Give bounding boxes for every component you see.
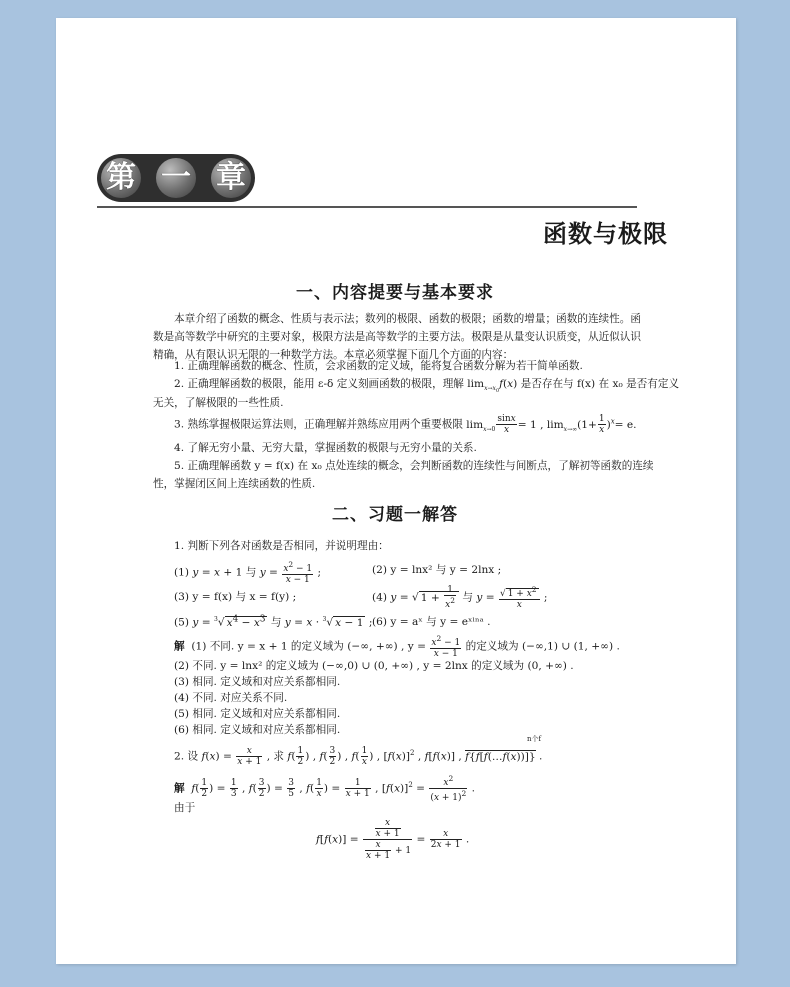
q1-item-3: (3) y = f(x) 与 x = f(y) ;	[174, 591, 297, 603]
n-f-annotation: n个f	[527, 735, 542, 743]
requirement-5-cont: 性，掌握闭区间上连续函数的性质.	[153, 478, 316, 490]
limit-expression: $\lim_{x\to x_0}f(x)$	[467, 378, 518, 395]
q1-solution-label: 解	[174, 640, 185, 653]
requirement-1: 1. 正确理解函数的概念、性质，会求函数的定义域，能将复合函数分解为若干简单函数.	[174, 360, 583, 372]
requirement-4: 4. 了解无穷小量、无穷大量，掌握函数的极限与无穷小量的关系.	[174, 442, 477, 454]
question-2-prompt: 2. 设 f(x) = $\frac{x}{x + 1}$ , 求 f( $\frac{1}{2}$ ) , f( $\frac{3}{2}$ ) , f( $\frac{1}{x}$ ) , $[f(x)]^2$ , f[f(x)] , f{f[f(…f(x))]} .	[174, 746, 543, 767]
chapter-badge-char-2: 一	[156, 158, 196, 198]
q1-solution-1-text: (1) 不同. y = x + 1 的定义域为 (−∞, +∞) , y =	[191, 640, 426, 653]
requirement-5: 5. 正确理解函数 y = f(x) 在 x₀ 点处连续的概念，会判断函数的连续性与间断点，了解初等函数的连续	[174, 460, 654, 472]
q2-solution: 解 f( $\frac{1}{2}$ ) = $\frac{1}{3}$ , f( $\frac{3}{2}$ ) = $\frac{3}{5}$ , f( $\frac{1}{x}$ ) = $\frac{1}{x + 1}$ , $[f(x)]^2$ = $\frac{x^2}{(x + 1)^2}$ .	[174, 774, 476, 803]
q2-composite-formula: f[f(x)] = $\frac{x}{x + 1}$ $\frac{x}{x + 1}$ + 1 = $\frac{x}{2x + 1}$ .	[316, 818, 470, 861]
chapter-title: 函数与极限	[543, 220, 668, 248]
q1-item-1: (1) y = x + 1 与 y = $\frac{x^2 - 1}{x - 1}$ ;	[174, 560, 322, 585]
chapter-badge	[97, 154, 255, 202]
q1-solution-1: 解 (1) 不同. y = x + 1 的定义域为 (−∞, +∞) , y = $\frac{x^2 - 1}{x - 1}$ 的定义域为 (−∞,1) ∪ (1, +∞) .	[174, 634, 620, 659]
section-title-1: 一、内容提要与基本要求	[296, 283, 494, 303]
q1-item-5-label: (5)	[174, 616, 190, 629]
chapter-badge-char-1: 第	[101, 158, 141, 198]
question-2-prompt-text: 2. 设	[174, 750, 199, 763]
question-1-prompt: 1. 判断下列各对函数是否相同，并说明理由：	[174, 540, 389, 552]
q1-solution-4: (4) 不同. 对应关系不同.	[174, 692, 288, 704]
q2-solution-label: 解	[174, 782, 185, 795]
chapter-divider	[97, 206, 637, 208]
q1-item-5: (5) y = $^3$√ $x^4 - x^3$ 与 y = x · $^3$√ x − 1 ;	[174, 614, 373, 629]
requirement-3	[153, 414, 637, 435]
q1-item-4-label: (4)	[372, 591, 388, 604]
q1-item-2: (2) y = lnx² 与 y = 2lnx ;	[372, 564, 502, 576]
q1-solution-1-text-b: 的定义域为 (−∞,1) ∪ (1, +∞) .	[465, 640, 620, 653]
q1-item-4: (4) y = √ 1 + $\frac{1}{x^2}$ 与 y = $\frac{√ 1 + x^2}{x}$ ;	[372, 585, 548, 610]
chapter-badge-char-3: 章	[211, 158, 251, 198]
q1-item-6: (6) y = aˣ 与 y = eˣˡⁿᵃ .	[372, 616, 491, 628]
q1-solution-5: (5) 相同. 定义域和对应关系都相同.	[174, 708, 341, 720]
requirement-2-cont: 无关，了解极限的一些性质.	[153, 397, 284, 409]
requirement-2-text-a: 2. 正确理解函数的极限，能用 ε-δ 定义刻画函数的极限，理解	[174, 378, 464, 390]
intro-paragraph: 本章介绍了函数的概念、性质与表示法；数列的极限、函数的极限；函数的增量；函数的连续性。函数是高等数学中研究的主要对象，极限方法是高等数学的主要方法。极限是从量变认识质变，从近似认识精确，从有限认识无限的一种数学方法。本章必须掌握下面几个方面的内容：	[153, 313, 641, 361]
important-limits: $\lim_{x\to 0}$ $\frac{\sin x}{x}$ = 1 , $\lim_{x\to\infty}(1+$ $\frac{1}{x}$ )$^x$= e.	[466, 414, 637, 435]
q1-solution-3: (3) 相同. 定义域和对应关系都相同.	[174, 676, 341, 688]
q2-because: 由于	[174, 802, 196, 814]
requirement-2	[153, 376, 679, 394]
requirement-2-text-b: 是否存在与 f(x) 在 x₀ 是否有定义	[520, 378, 680, 390]
q1-item-1-label: (1)	[174, 566, 190, 579]
section-title-2: 二、习题一解答	[332, 505, 458, 525]
requirement-3-text: 3. 熟练掌握极限运算法则，正确理解并熟练应用两个重要极限	[174, 418, 463, 431]
q1-solution-2: (2) 不同. y = lnx² 的定义域为 (−∞,0) ∪ (0, +∞) , y = 2lnx 的定义域为 (0, +∞) .	[174, 660, 574, 672]
q1-solution-6: (6) 相同. 定义域和对应关系都相同.	[174, 724, 341, 736]
